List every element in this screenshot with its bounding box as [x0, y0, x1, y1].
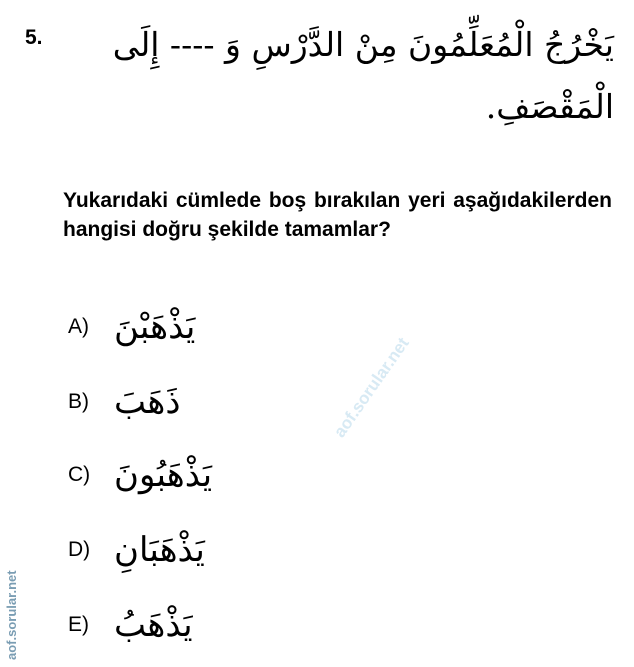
- option-e-letter: E): [68, 613, 89, 636]
- option-a-letter: A): [68, 315, 89, 338]
- option-d-text: يَذْهَبَانِ: [114, 530, 205, 570]
- option-d[interactable]: [68, 520, 205, 580]
- option-c[interactable]: [68, 445, 212, 505]
- option-c-text: يَذْهَبُونَ: [114, 455, 213, 495]
- question-prompt: Yukarıdaki cümlede boş bırakılan yeri aşağıdakilerden hangisi doğru şekilde tamamlar?: [63, 189, 612, 241]
- option-c-letter: C): [68, 463, 91, 486]
- option-a-text: يَذْهَبْنَ: [114, 307, 196, 347]
- question-number: 5.: [25, 26, 43, 49]
- watermark-diagonal: aof.sorular.net: [330, 334, 413, 441]
- option-e[interactable]: [68, 595, 193, 655]
- stem-line-2: الْمَقْصَفِ.: [485, 87, 614, 126]
- watermark-side: aof.sorular.net: [4, 570, 19, 660]
- option-e-text: يَذْهَبُ: [114, 605, 193, 645]
- option-b-text: ذَهَبَ: [114, 382, 181, 422]
- stem-line-1: يَخْرُجُ الْمُعَلِّمُونَ مِنْ الدَّرْسِ وَ ---- إِلَى: [112, 25, 614, 64]
- option-b[interactable]: [68, 372, 180, 432]
- option-d-letter: D): [68, 538, 91, 561]
- option-a[interactable]: [68, 297, 195, 357]
- option-b-letter: B): [68, 390, 89, 413]
- arabic-question-stem: [54, 14, 614, 138]
